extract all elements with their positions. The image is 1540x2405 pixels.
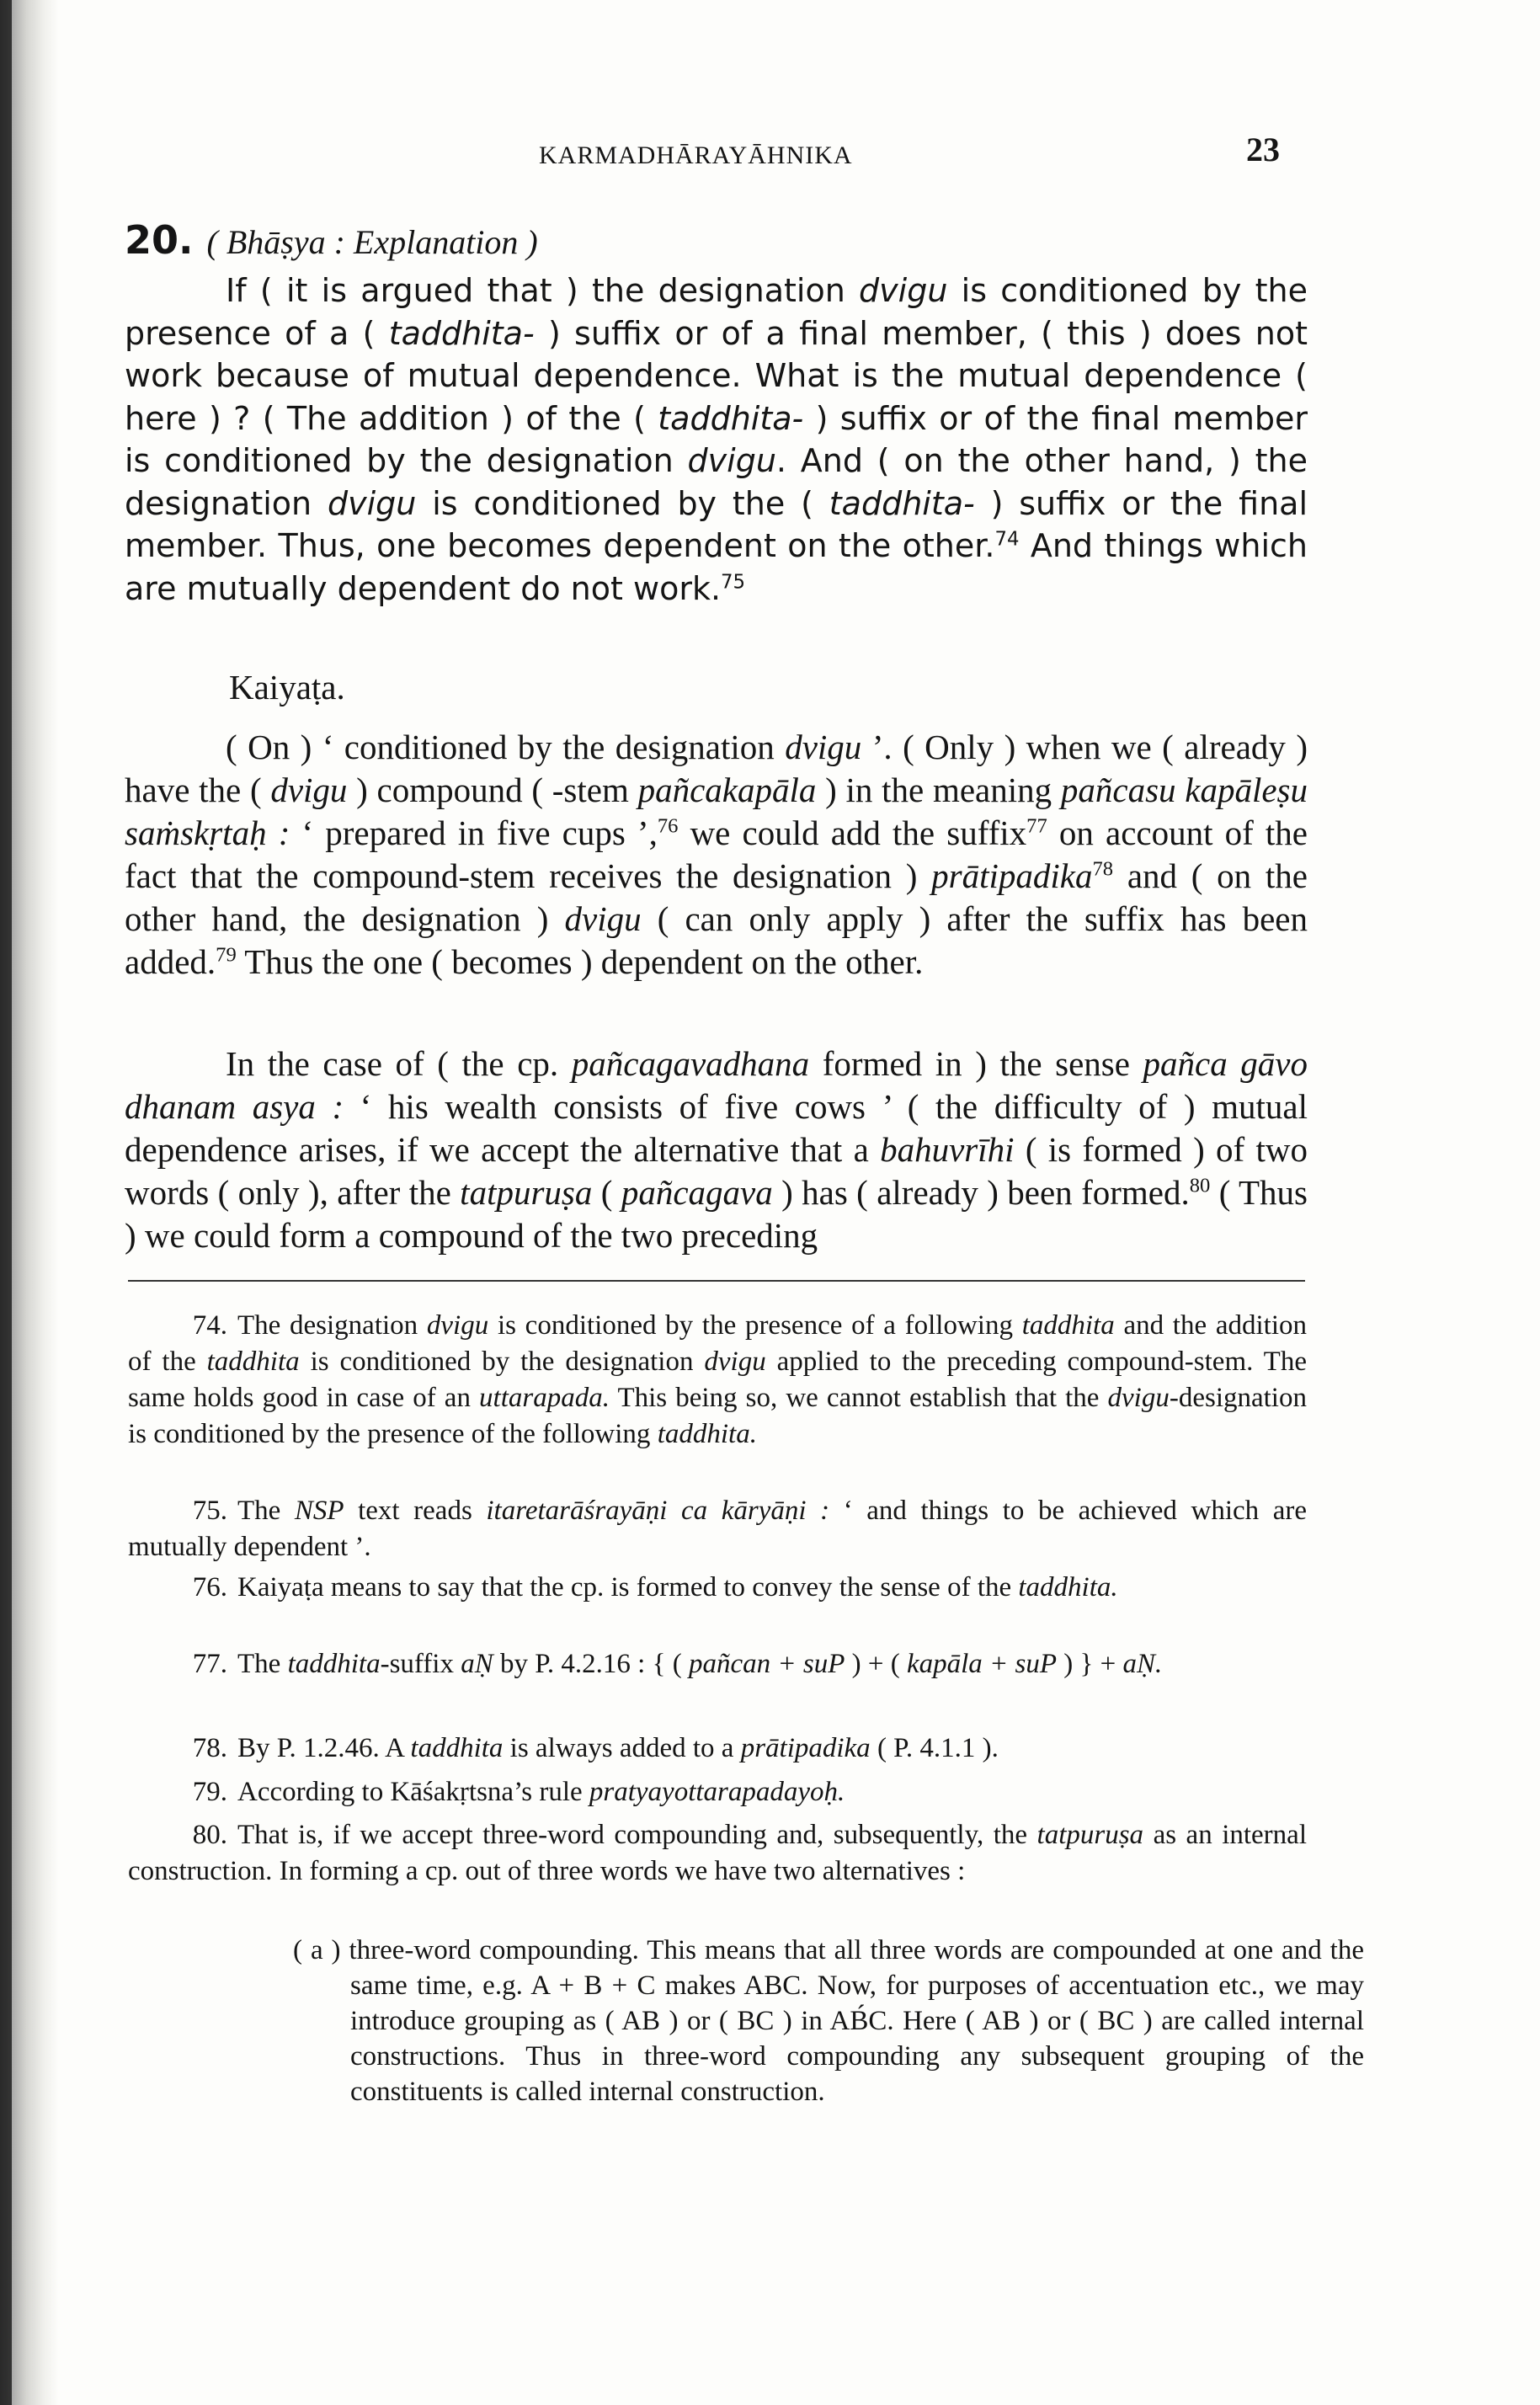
footnote-ref-80: 80 (1189, 1174, 1211, 1197)
kaiyata-paragraph-1: ( On ) ‘ conditioned by the designation dvigu ’. ( Only ) when we ( already ) have the ( dvigu ) compound ( -stem pañcakapāla ) in the meaning pañcasu kapāleṣu saṁskṛtaḥ : ‘ prepared in five cups ’,$^{76}$ we could add the suffix$^{77}$ on account of the fact that the compound-stem receives the designation ) prātipadika$^{78}$ and ( on the other hand, the designation ) dvigu ( can only apply ) after the suffix has been added.$^{79}$ Thus the one ( becomes ) dependent on the other. (125, 728, 1308, 981)
bhasya-paragraph: If ( it is argued that ) the designation dvigu is conditioned by the presence of a ( taddhita- ) suffix or of a final member, ( this ) does not work because of mutual dependence. What is the mutual dependence ( here ) ? ( The addition ) of the ( taddhita- ) suffix or of the final member is conditioned by the designation dvigu. And ( on the other hand, ) the designation dvigu is conditioned by the ( taddhita- ) suffix or the final member. Thus, one becomes dependent on the other.$^{74}$ And things which are mutually dependent do not work.$^{75}$ (125, 272, 1308, 607)
kaiyata-paragraph-2: In the case of ( the cp. pañcagavadhana formed in ) the sense pañca gāvo dhanam asya : ‘ his wealth consists of five cows ’ ( the difficulty of ) mutual dependence arises, if we accept the alternative that a bahuvrīhi ( is formed ) of two words ( only ), after the tatpuruṣa ( pañcagava ) has ( already ) been formed.$^{80}$ ( Thus ) we could form a compound of the two preceding (125, 1044, 1308, 1255)
footnote-80-alternative-a: ( a ) three-word compounding. This means that all three words are compounded at one and the same time, e.g. A + B + C makes ABC. Now, for purposes of accentuation etc., we may introduce grouping as ( AB ) or ( BC ) in AB́C. Here ( AB ) or ( BC ) are called internal constructions. Thus in three-word compounding any subsequent grouping of the constituents is called internal construction. (293, 1935, 1364, 2107)
footnote-ref-76: 76 (657, 814, 679, 838)
section-label: ( Bhāṣya : Explanation ) (206, 223, 538, 261)
footnote-divider (128, 1280, 1305, 1282)
footnote-ref-74: 74 (994, 528, 1020, 551)
kaiyata-heading: Kaiyaṭa. (229, 668, 345, 707)
page-number: 23 (1246, 131, 1280, 168)
section-number: 20. (125, 217, 194, 263)
footnote-ref-79: 79 (216, 943, 237, 967)
footnote-ref-75: 75 (721, 570, 746, 593)
alternative-label: ( a ) (293, 1935, 341, 1965)
footnote-74: 74. The designation dvigu is conditioned by the presence of a following taddhita and the addition of the taddhita is conditioned by the designation dvigu applied to the preceding compound-stem. The same holds good in case of an uttarapada. This being so, we cannot establish that the dvigu-designation is conditioned by the presence of the following taddhita. (128, 1310, 1307, 1449)
footnote-77: 77. The taddhita-suffix aṆ by P. 4.2.16 : { ( pañcan + suP ) + ( kapāla + suP ) } + aṆ. (192, 1649, 1163, 1679)
running-header: KARMADHĀRAYĀHNIKA (539, 141, 853, 169)
footnote-80: 80. That is, if we accept three-word compounding and, subsequently, the tatpuruṣa as an internal construction. In forming a cp. out of three words we have two alternatives : (128, 1820, 1307, 1886)
footnote-78: 78. By P. 1.2.46. A taddhita is always added to a prātipadika ( P. 4.1.1 ). (192, 1733, 999, 1763)
footnote-76: 76. Kaiyaṭa means to say that the cp. is formed to convey the sense of the taddhita. (192, 1572, 1118, 1602)
footnote-ref-77: 77 (1026, 814, 1047, 838)
footnote-75: 75. The NSP text reads itaretarāśrayāṇi ca kāryāṇi : ‘ and things to be achieved which are mutually dependent ’. (128, 1496, 1307, 1562)
book-gutter (0, 0, 12, 2405)
section-heading (125, 217, 538, 263)
footnote-ref-78: 78 (1092, 857, 1114, 881)
footnote-79: 79. According to Kāśakṛtsna’s rule pratyayottarapadayoḥ. (192, 1777, 845, 1807)
